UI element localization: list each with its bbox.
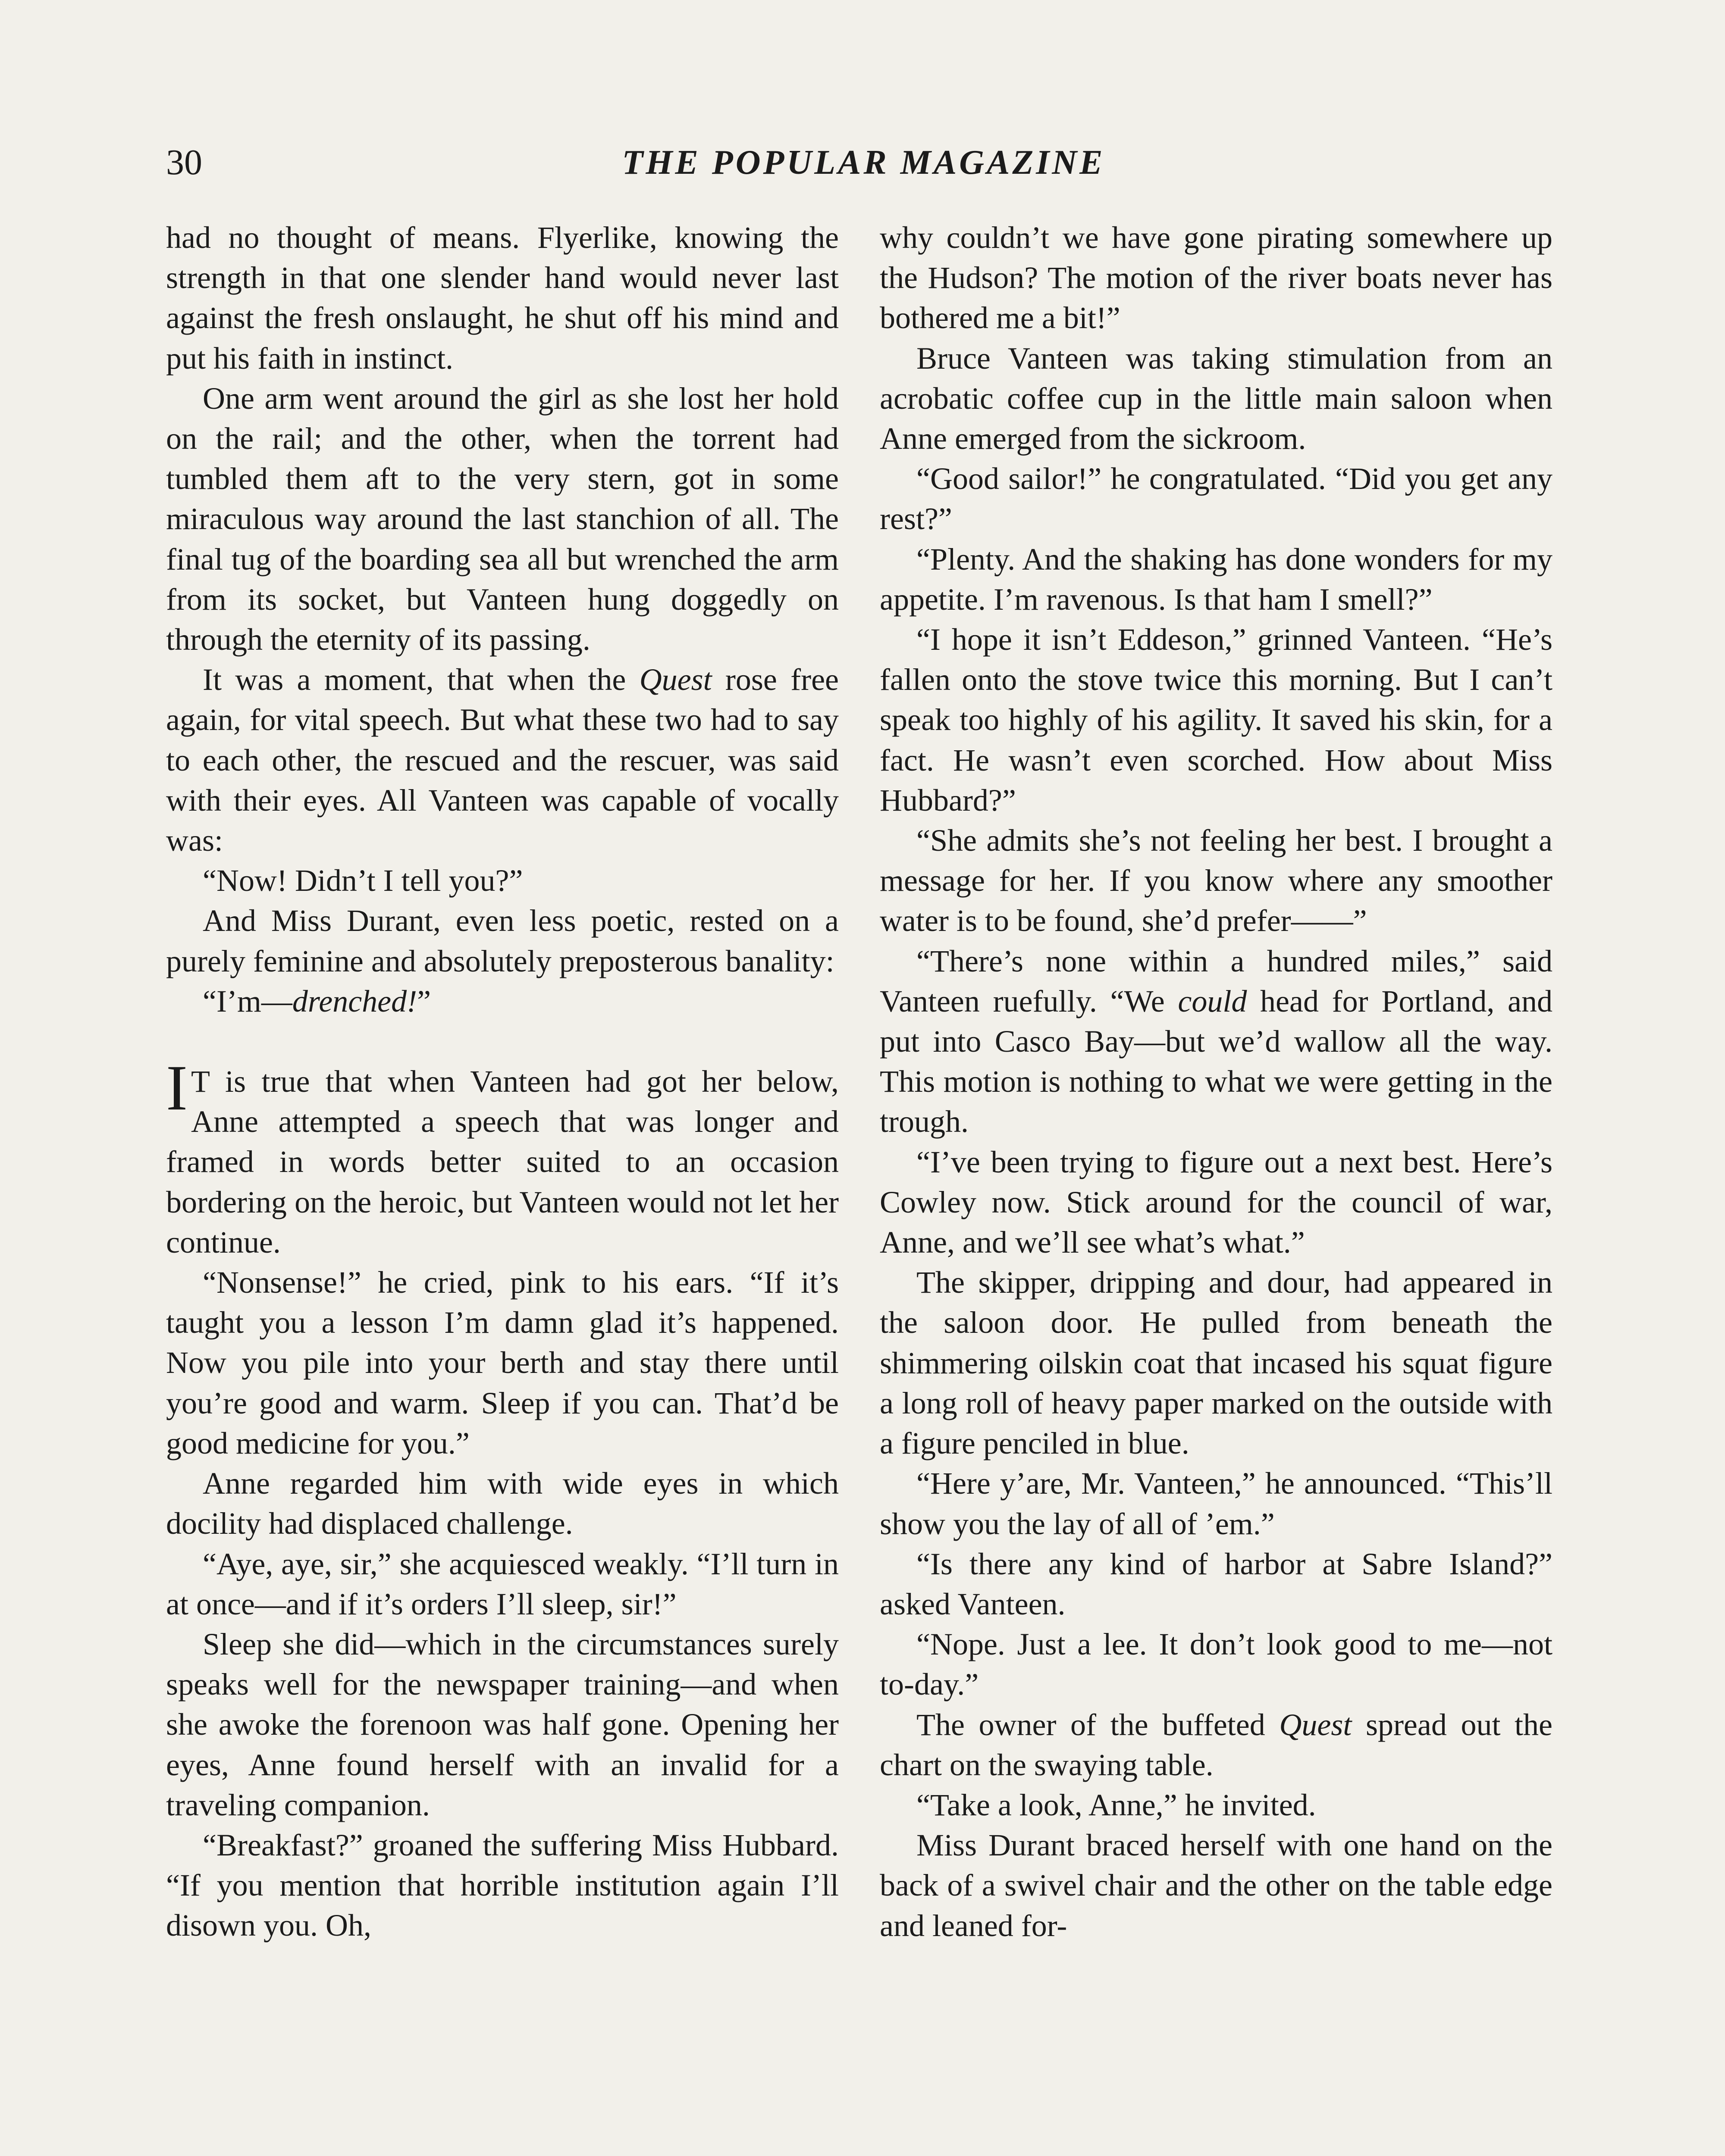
paragraph-text: rose free again, for vital speech. But what these two had to say to each other, the rescued and the rescuer, was said with their eyes. All Vanteen was capable of vocally was: <box>166 662 839 858</box>
emphasis-text: could <box>1178 984 1247 1018</box>
paragraph: Bruce Vanteen was taking stimulation from an acrobatic coffee cup in the little main saloon when Anne emerged from the sickroom. <box>880 341 1552 456</box>
paragraph: “She admits she’s not feeling her best. I brought a message for her. If you know where any smoother water is to be found, she’d prefer——” <box>880 823 1552 938</box>
right-column <box>880 218 1552 1946</box>
paragraph: why couldn’t we have gone pirating somewhere up the Hudson? The motion of the river boats never has bothered me a bit!” <box>880 220 1552 335</box>
paragraph-text: It was a moment, that when the <box>203 662 640 697</box>
paragraph-text: The owner of the buffeted <box>916 1707 1280 1742</box>
paragraph: “Nonsense!” he cried, pink to his ears. “If it’s taught you a lesson I’m damn glad it’s happened. Now you pile into your berth and stay there until you’re good and warm. Sleep if you can. That’d be good medicine for you.” <box>166 1265 839 1460</box>
paragraph: And Miss Durant, even less poetic, rested on a purely feminine and absolutely preposterous banality: <box>166 903 839 978</box>
paragraph-text: ” <box>417 984 431 1018</box>
paragraph: Miss Durant braced herself with one hand on the back of a swivel chair and the other on the table edge and leaned for- <box>880 1828 1552 1943</box>
paragraph: “Now! Didn’t I tell you?” <box>203 863 523 898</box>
page-header <box>166 139 1561 186</box>
paragraph: “Here y’are, Mr. Vanteen,” he announced. “This’ll show you the lay of all of ’em.” <box>880 1466 1552 1541</box>
paragraph: “I hope it isn’t Eddeson,” grinned Vanteen. “He’s fallen onto the stove twice this morning. But I can’t speak too highly of his agility. It saved his skin, for a fact. He wasn’t even scorched. How about Miss Hubbard?” <box>880 622 1552 818</box>
ship-name: Quest <box>639 662 712 697</box>
drop-cap: I <box>166 1052 188 1124</box>
paragraph: One arm went around the girl as she lost her hold on the rail; and the other, when the torrent had tumbled them aft to the very stern, got in some miraculous way around the last stanchion of all. The final tug of the boarding sea all but wrenched the arm from its socket, but Vanteen hung doggedly on through the eternity of its passing. <box>166 381 839 657</box>
running-title: THE POPULAR MAGAZINE <box>622 144 1105 182</box>
paragraph: Anne regarded him with wide eyes in which docility had displaced challenge. <box>166 1466 839 1541</box>
paragraph: “Breakfast?” groaned the suffering Miss Hubbard. “If you mention that horrible institution again I’ll disown you. Oh, <box>166 1827 839 1943</box>
paragraph: Sleep she did—which in the circumstances surely speaks well for the newspaper training—and when she awoke the forenoon was half gone. Opening her eyes, Anne found herself with an invalid for a traveling companion. <box>166 1626 839 1822</box>
ship-name: Quest <box>1279 1707 1352 1742</box>
paragraph-text: “There’s none within a hundred miles,” said Vanteen ruefully. “We <box>880 943 1552 1018</box>
paragraph <box>166 660 839 861</box>
paragraph: “I’ve been trying to figure out a next best. Here’s Cowley now. Stick around for the council of war, Anne, and we’ll see what’s what.” <box>880 1144 1552 1260</box>
paragraph: The skipper, dripping and dour, had appeared in the saloon door. He pulled from beneath the shimmering oilskin coat that incased his squat figure a long roll of heavy paper marked on the outside with a figure penciled in blue. <box>880 1265 1552 1461</box>
paragraph: had no thought of means. Flyerlike, knowing the strength in that one slender hand would never last against the fresh onslaught, he shut off his mind and put his faith in instinct. <box>166 220 839 376</box>
section-start-paragraph <box>166 1052 839 1263</box>
paragraph-text: “I’m— <box>203 984 292 1018</box>
paragraph: “Good sailor!” he congratulated. “Did you get any rest?” <box>880 461 1552 536</box>
paragraph <box>880 1705 1552 1785</box>
paragraph: “Take a look, Anne,” he invited. <box>916 1787 1316 1822</box>
paragraph: “Nope. Just a lee. It don’t look good to me—not to-day.” <box>880 1627 1552 1702</box>
paragraph-text: spread out the chart on the swaying table. <box>880 1707 1553 1782</box>
paragraph-text: T is true that when Vanteen had got her below, Anne attempted a speech that was longer and framed in words better suited to an occasion bordering on the heroic, but Vanteen would not let her continue. <box>166 1064 839 1260</box>
paragraph-text: head for Portland, and put into Casco Bay—but we’d wallow all the way. This motion is nothing to what we were getting in the trough. <box>880 984 1552 1139</box>
paragraph <box>880 941 1552 1142</box>
paragraph: “Is there any kind of harbor at Sabre Island?” asked Vanteen. <box>880 1546 1552 1621</box>
emphasis-text: drenched! <box>292 984 417 1018</box>
page-number: 30 <box>166 142 202 182</box>
paragraph: “Aye, aye, sir,” she acquiesced weakly. “I’ll turn in at once—and if it’s orders I’ll sleep, sir!” <box>166 1546 839 1621</box>
paragraph: “Plenty. And the shaking has done wonders for my appetite. I’m ravenous. Is that ham I smell?” <box>880 542 1552 617</box>
left-column <box>166 218 839 1946</box>
paragraph <box>166 981 839 1022</box>
